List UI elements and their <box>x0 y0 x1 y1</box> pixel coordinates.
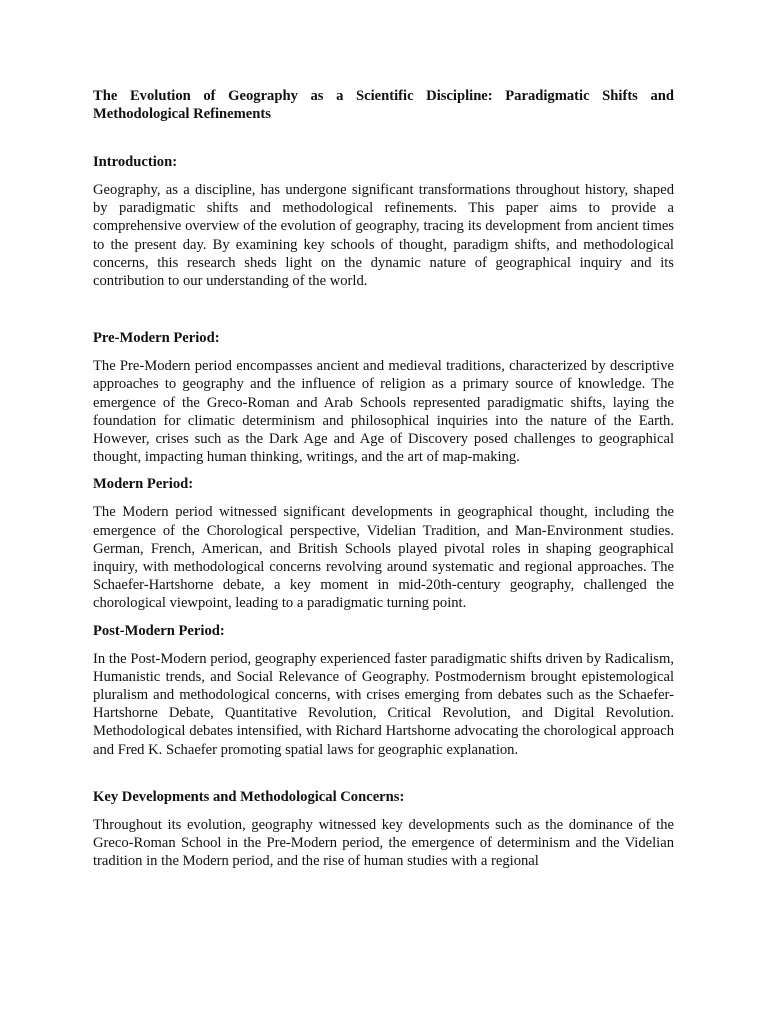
key-developments-paragraph: Throughout its evolution, geography witnessed key developments such as the dominance of the Greco-Roman School in the Pre-Modern period, the emergence of determinism and the Videlian tradition in the Modern period, and the rise of human studies with a regional <box>93 816 674 870</box>
pre-modern-paragraph: The Pre-Modern period encompasses ancient and medieval traditions, characterized by descriptive approaches to geography and the influence of religion as a primary source of knowledge. The emergence of the Greco-Roman and Arab Schools represented paradigmatic shifts, laying the foundation for climatic determinism and philosophical inquiries into the nature of the Earth. However, crises such as the Dark Age and Age of Discovery posed challenges to geographical thought, impacting human thinking, writings, and the art of map-making. <box>93 358 674 466</box>
document-page <box>93 87 674 870</box>
key-developments-heading: Key Developments and Methodological Concerns: <box>93 788 405 805</box>
document-title: The Evolution of Geography as a Scientific Discipline: Paradigmatic Shifts and Methodological Refinements <box>93 88 674 122</box>
introduction-paragraph: Geography, as a discipline, has undergone significant transformations throughout history, shaped by paradigmatic shifts and methodological refinements. This paper aims to provide a comprehensive overview of the evolution of geography, tracing its development from ancient times to the present day. By examining key schools of thought, paradigm shifts, and methodological concerns, this research sheds light on the dynamic nature of geographical inquiry and its contribution to our understanding of the world. <box>93 182 674 290</box>
modern-paragraph: The Modern period witnessed significant developments in geographical thought, including the emergence of the Chorological perspective, Videlian Tradition, and Man-Environment studies. German, French, American, and British Schools played pivotal roles in shaping geographical inquiry, with methodological concerns revolving around systematic and regional approaches. The Schaefer-Hartshorne debate, a key moment in mid-20th-century geography, challenged the chorological viewpoint, leading to a paradigmatic turning point. <box>93 504 674 612</box>
introduction-heading: Introduction: <box>93 154 178 170</box>
post-modern-paragraph: In the Post-Modern period, geography experienced faster paradigmatic shifts driven by Radicalism, Humanistic trends, and Social Relevance of Geography. Postmodernism brought epistemological pluralism and methodological concerns, with crises emerging from debates such as the Schaefer-Hartshorne Debate, Quantitative Revolution, Critical Revolution, and Digital Revolution. Methodological debates intensified, with Richard Hartshorne advocating the chorological approach and Fred K. Schaefer promoting spatial laws for geographic explanation. <box>93 650 674 758</box>
pre-modern-heading: Pre-Modern Period: <box>93 330 220 347</box>
post-modern-heading: Post-Modern Period: <box>93 622 225 639</box>
modern-heading: Modern Period: <box>93 476 194 493</box>
